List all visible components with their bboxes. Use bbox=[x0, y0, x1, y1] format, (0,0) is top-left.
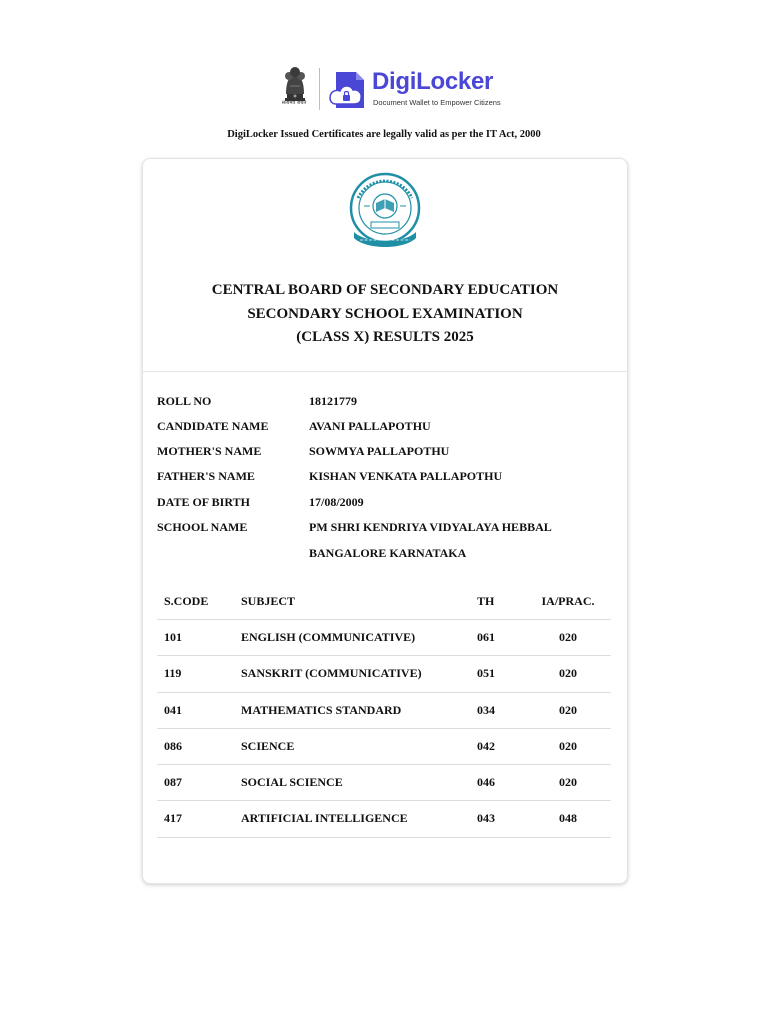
detail-value: 17/08/2009 bbox=[309, 495, 364, 509]
digilocker-brand-name: DigiLocker bbox=[372, 68, 494, 95]
theory-marks: 042 bbox=[477, 738, 495, 753]
detail-label: MOTHER'S NAME bbox=[157, 444, 262, 458]
header-theory: TH bbox=[477, 594, 495, 608]
detail-value: KISHAN VENKATA PALLAPOTHU bbox=[309, 469, 503, 483]
table-row bbox=[157, 620, 611, 656]
result-certificate-card bbox=[142, 158, 628, 884]
table-row bbox=[157, 729, 611, 765]
theory-marks: 046 bbox=[477, 775, 495, 790]
header-subject: SUBJECT bbox=[241, 594, 296, 608]
subject-name: MATHEMATICS STANDARD bbox=[241, 702, 402, 717]
logo-divider bbox=[319, 68, 320, 110]
subject-name: SANSKRIT (COMMUNICATIVE) bbox=[241, 666, 422, 681]
title-line-board: CENTRAL BOARD OF SECONDARY EDUCATION bbox=[211, 282, 559, 298]
certificate-title bbox=[143, 279, 627, 350]
title-line-results: (CLASS X) RESULTS 2025 bbox=[296, 329, 474, 345]
detail-label: DATE OF BIRTH bbox=[157, 495, 250, 509]
subject-code: 417 bbox=[164, 811, 182, 826]
detail-value: 18121779 bbox=[309, 394, 357, 408]
subject-code: 087 bbox=[164, 775, 182, 790]
emblem-caption: सत्यमेव जयते bbox=[281, 100, 307, 106]
legal-validity-note: DigiLocker Issued Certificates are legally valid as per the IT Act, 2000 bbox=[227, 129, 541, 140]
internal-marks: 048 bbox=[559, 811, 577, 826]
detail-value: SOWMYA PALLAPOTHU bbox=[309, 444, 450, 458]
digilocker-header bbox=[276, 62, 501, 114]
detail-label: ROLL NO bbox=[157, 394, 212, 408]
subject-code: 041 bbox=[164, 702, 182, 717]
subject-code: 086 bbox=[164, 738, 182, 753]
marks-table-header bbox=[157, 585, 611, 620]
header-internal-practical: IA/PRAC. bbox=[541, 594, 595, 608]
digilocker-logo-icon bbox=[328, 68, 368, 112]
detail-value: AVANI PALLAPOTHU bbox=[309, 419, 431, 433]
internal-marks: 020 bbox=[559, 775, 577, 790]
detail-label: SCHOOL NAME bbox=[157, 520, 248, 534]
subject-name: SCIENCE bbox=[241, 738, 295, 753]
marks-table bbox=[157, 585, 611, 838]
table-row bbox=[157, 693, 611, 729]
subject-code: 101 bbox=[164, 630, 182, 644]
theory-marks: 034 bbox=[477, 702, 495, 717]
table-row bbox=[157, 801, 611, 837]
subject-name: ARTIFICIAL INTELLIGENCE bbox=[241, 811, 408, 826]
theory-marks: 051 bbox=[477, 666, 495, 681]
detail-label: FATHER'S NAME bbox=[157, 469, 255, 483]
table-row bbox=[157, 656, 611, 692]
cbse-seal-icon bbox=[346, 170, 424, 256]
table-row bbox=[157, 765, 611, 801]
detail-value: BANGALORE KARNATAKA bbox=[309, 546, 467, 560]
digilocker-tagline: Document Wallet to Empower Citizens bbox=[373, 98, 501, 107]
section-divider bbox=[143, 371, 627, 372]
title-line-exam: SECONDARY SCHOOL EXAMINATION bbox=[247, 305, 523, 322]
internal-marks: 020 bbox=[559, 702, 577, 717]
subject-name: ENGLISH (COMMUNICATIVE) bbox=[241, 630, 416, 644]
header-subject-code: S.CODE bbox=[164, 594, 209, 608]
theory-marks: 043 bbox=[477, 811, 495, 826]
internal-marks: 020 bbox=[559, 738, 577, 753]
internal-marks: 020 bbox=[559, 666, 577, 681]
internal-marks: 020 bbox=[559, 630, 577, 644]
detail-label: CANDIDATE NAME bbox=[157, 419, 269, 433]
detail-value: PM SHRI KENDRIYA VIDYALAYA HEBBAL bbox=[309, 520, 552, 534]
subject-code: 119 bbox=[164, 666, 182, 681]
theory-marks: 061 bbox=[477, 630, 495, 644]
subject-name: SOCIAL SCIENCE bbox=[241, 775, 343, 790]
